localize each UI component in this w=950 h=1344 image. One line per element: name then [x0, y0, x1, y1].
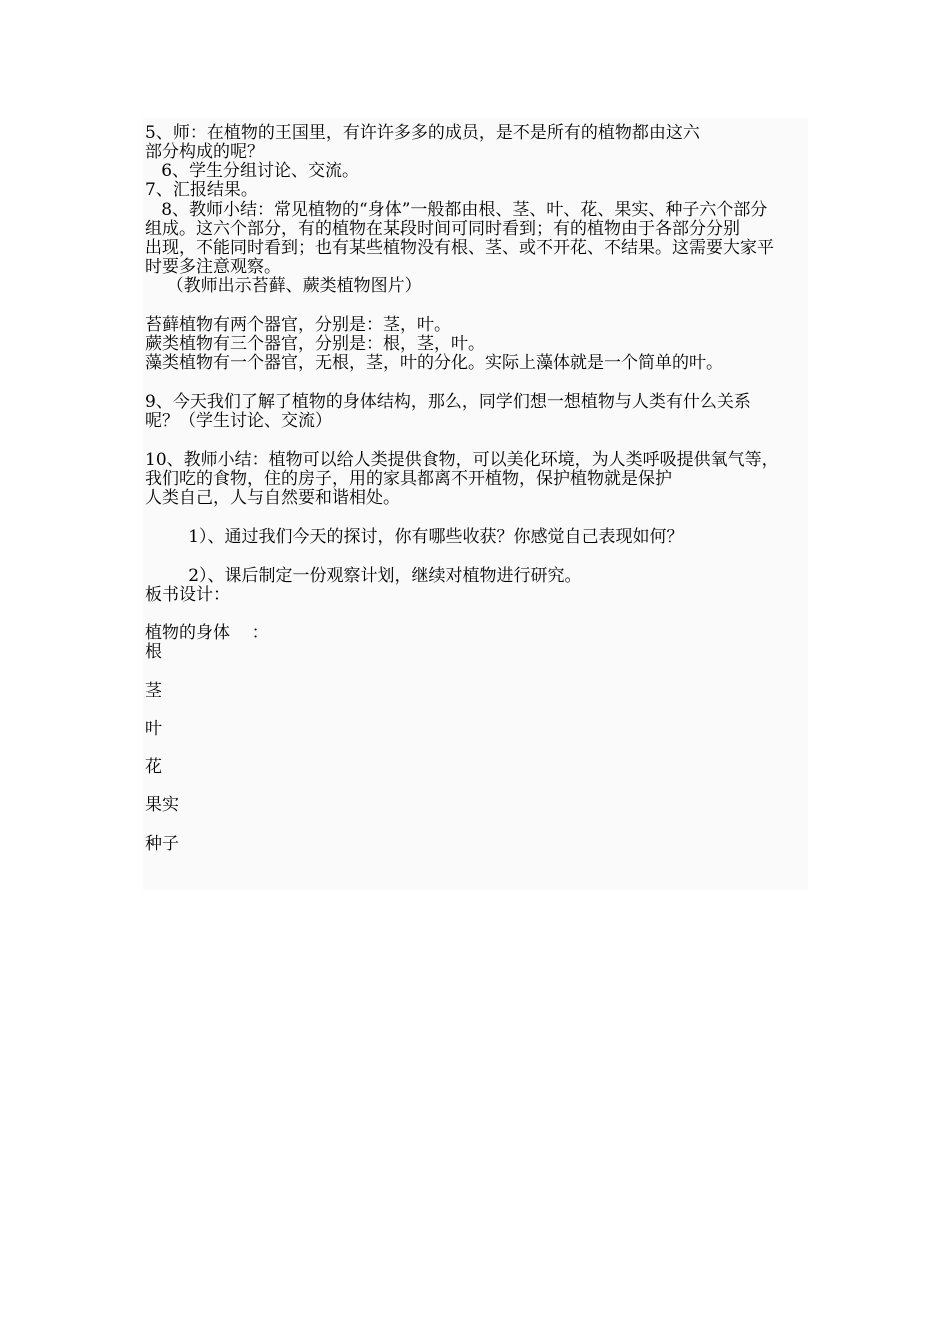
text-line-14: 呢？（学生讨论、交流） — [145, 411, 332, 431]
text-line-4: 7、汇报结果。 — [145, 180, 258, 200]
text-line-7: 出现，不能同时看到；也有某些植物没有根、茎、或不开花、不结果。这需要大家平 — [145, 238, 774, 258]
board-item-stem: 茎 — [145, 681, 162, 701]
text-line-15: 10、教师小结：植物可以给人类提供食物，可以美化环境，为人类呼吸提供氧气等， — [145, 450, 779, 470]
text-line-18: 1）、通过我们今天的探讨，你有哪些收获？你感觉自己表现如何？ — [145, 527, 684, 547]
board-item-seed: 种子 — [145, 834, 179, 854]
text-line-17: 人类自己，人与自然要和谐相处。 — [145, 488, 400, 508]
text-line-8: 时要多注意观察。 — [145, 257, 281, 277]
text-line-20: 板书设计： — [145, 585, 230, 605]
text-line-10: 苔藓植物有两个器官，分别是：茎，叶。 — [145, 315, 451, 335]
text-line-13: 9、今天我们了解了植物的身体结构，那么，同学们想一想植物与人类有什么关系 — [145, 392, 751, 412]
text-line-9: （教师出示苔藓、蕨类植物图片） — [145, 276, 422, 296]
text-line-11: 蕨类植物有三个器官，分别是：根，茎，叶。 — [145, 334, 485, 354]
board-item-root: 根 — [145, 642, 162, 662]
text-line-16: 我们吃的食物，住的房子，用的家具都离不开植物，保护植物就是保护 — [145, 469, 672, 489]
text-line-3: 6、学生分组讨论、交流。 — [145, 161, 360, 181]
board-item-flower: 花 — [145, 757, 162, 777]
text-line-6: 组成。这六个部分，有的植物在某段时间可同时看到；有的植物由于各部分分别 — [145, 219, 740, 239]
text-line-19: 2）、课后制定一份观察计划，继续对植物进行研究。 — [145, 566, 582, 586]
text-line-12: 藻类植物有一个器官，无根，茎，叶的分化。实际上藻体就是一个简单的叶。 — [145, 353, 723, 373]
text-line-1: 5、师：在植物的王国里，有许许多多的成员，是不是所有的植物都由这六 — [145, 123, 700, 143]
text-line-5: 8、教师小结：常见植物的“身体”一般都由根、茎、叶、花、果实、种子六个部分 — [145, 200, 768, 220]
board-item-leaf: 叶 — [145, 719, 162, 739]
board-title: 植物的身体 ： — [145, 623, 269, 643]
text-line-2: 部分构成的呢？ — [145, 142, 264, 162]
board-item-fruit: 果实 — [145, 795, 179, 815]
